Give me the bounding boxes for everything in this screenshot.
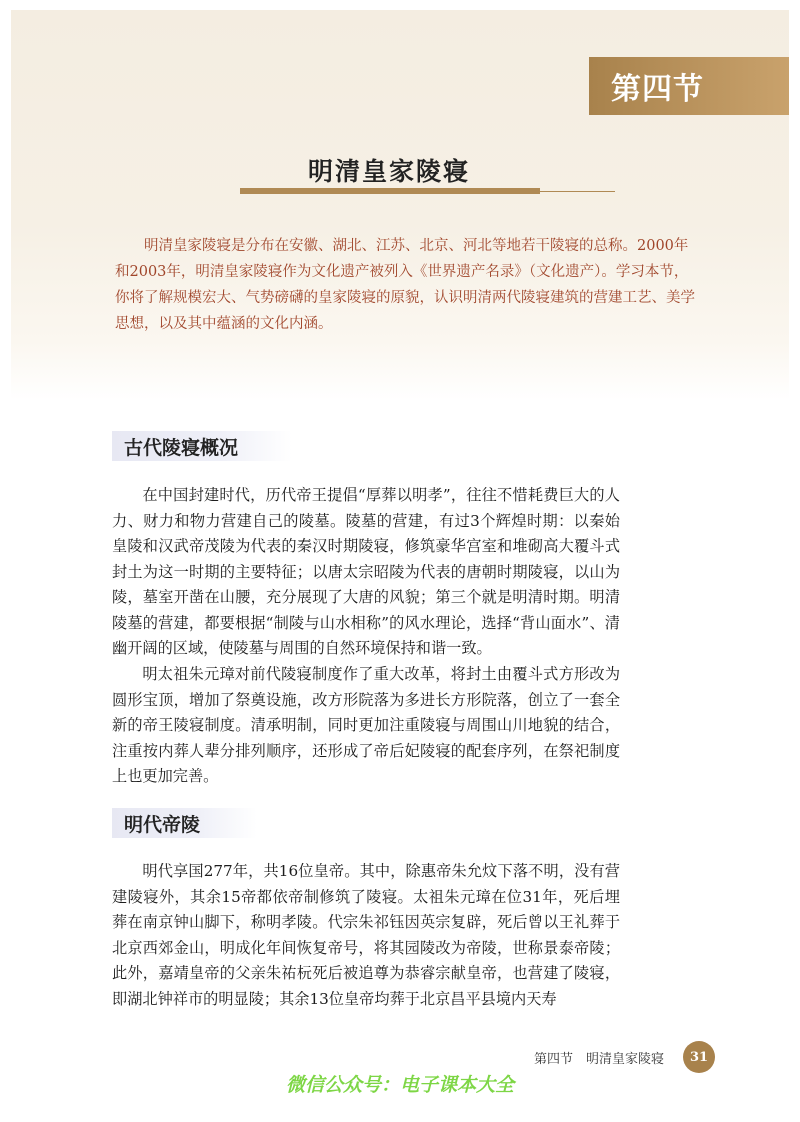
page-number-badge: 31	[683, 1041, 715, 1073]
intro-paragraph: 明清皇家陵寝是分布在安徽、湖北、江苏、北京、河北等地若干陵寝的总称。2000年和2003年，明清皇家陵寝作为文化遗产被列入《世界遗产名录》（文化遗产）。学习本节，你将了解规模宏大、气势磅礴的皇家陵寝的原貌，认识明清两代陵寝建筑的营建工艺、美学思想，以及其中蕴涵的文化内涵。	[115, 238, 695, 332]
body-paragraph-1: 在中国封建时代，历代帝王提倡“厚葬以明孝”，往往不惜耗费巨大的人力、财力和物力营建自己的陵墓。陵墓的营建，有过3个辉煌时期：以秦始皇陵和汉武帝茂陵为代表的秦汉时期陵寝，修筑豪华宫室和堆砌高大覆斗式封土为这一时期的主要特征；以唐太宗昭陵为代表的唐朝时期陵寝，以山为陵，墓室开凿在山腰，充分展现了大唐的风貌；第三个就是明清时期。明清陵墓的营建，都要根据“制陵与山水相称”的风水理论，选择“背山面水”、清幽开阔的区域，使陵墓与周围的自然环境保持和谐一致。	[112, 486, 620, 657]
heading-ming-tombs: 明代帝陵	[112, 808, 257, 838]
title-underline-rule	[540, 191, 615, 192]
heading-ancient-tombs: 古代陵寝概况	[112, 431, 292, 461]
section-tab	[589, 57, 789, 115]
body-paragraph-3: 明代享国277年，共16位皇帝。其中，除惠帝朱允炆下落不明，没有营建陵寝外，其余15帝都依帝制修筑了陵寝。太祖朱元璋在位31年，死后埋葬在南京钟山脚下，称明孝陵。代宗朱祁钰因英宗复辟，死后曾以王礼葬于北京西郊金山，明成化年间恢复帝号，将其园陵改为帝陵，世称景泰帝陵；此外，嘉靖皇帝的父亲朱祐杬死后被追尊为恭睿宗献皇帝，也营建了陵寝，即湖北钟祥市的明显陵；其余13位皇帝均葬于北京昌平县境内天寿	[112, 862, 620, 1008]
body-paragraph-2: 明太祖朱元璋对前代陵寝制度作了重大改革，将封土由覆斗式方形改为圆形宝顶，增加了祭奠设施，改方形院落为多进长方形院落，创立了一套全新的帝王陵寝制度。清承明制，同时更加注重陵寝与周围山川地貌的结合，注重按内葬人辈分排列顺序，还形成了帝后妃陵寝的配套序列，在祭祀制度上也更加完善。	[112, 665, 620, 785]
lesson-title: 明清皇家陵寝	[307, 157, 470, 186]
title-underline-bar	[240, 188, 540, 194]
wechat-watermark: 微信公众号：电子课本大全	[285, 1074, 514, 1096]
footer-chapter-label: 第四节 明清皇家陵寝	[534, 1052, 665, 1067]
section-label: 第四节	[611, 72, 704, 107]
